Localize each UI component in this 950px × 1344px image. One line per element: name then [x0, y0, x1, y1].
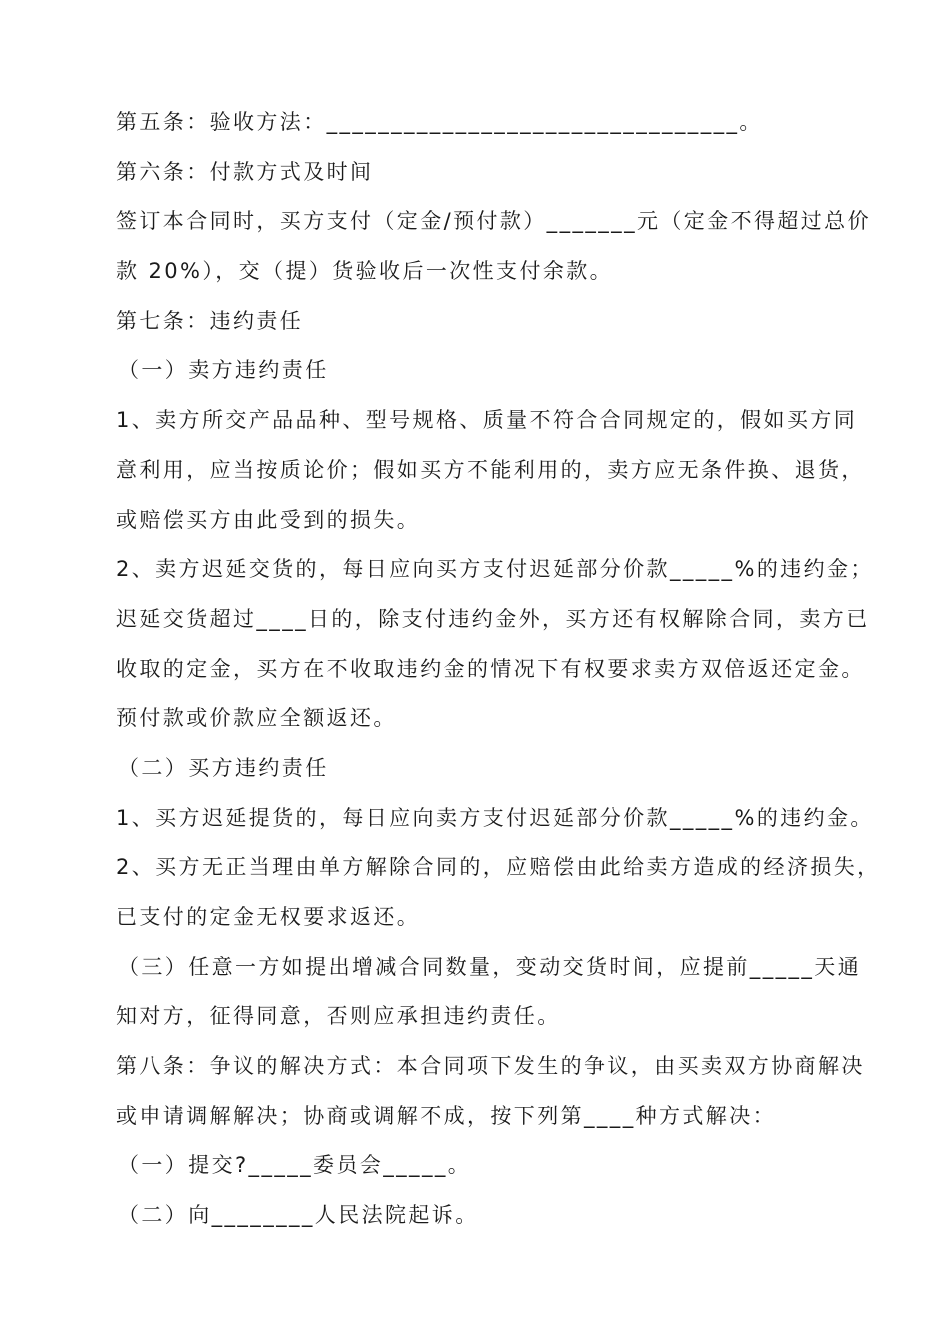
seller-item-1-line-1: 1、卖方所交产品品种、型号规格、质量不符合合同规定的，假如买方同	[116, 408, 858, 432]
dispute-option-2: （二）向________人民法院起诉。	[118, 1203, 479, 1227]
clause-6-text-line-2: 款 20%），交（提）货验收后一次性支付余款。	[116, 259, 614, 283]
seller-liability-heading: （一）卖方违约责任	[118, 358, 329, 382]
clause-8-line-2: 或申请调解解决；协商或调解不成，按下列第____种方式解决：	[116, 1104, 776, 1128]
seller-item-1-line-3: 或赔偿买方由此受到的损失。	[116, 508, 421, 532]
buyer-item-1: 1、买方迟延提货的，每日应向卖方支付迟延部分价款_____%的违约金。	[116, 806, 874, 830]
seller-item-2-line-4: 预付款或价款应全额返还。	[116, 706, 397, 730]
clause-6-heading: 第六条：付款方式及时间	[116, 160, 374, 184]
quantity-change-line-1: （三）任意一方如提出增减合同数量，变动交货时间，应提前_____天通	[118, 955, 862, 979]
seller-item-2-line-3: 收取的定金，买方在不收取违约金的情况下有权要求卖方双倍返还定金。	[116, 657, 865, 681]
buyer-item-2-line-1: 2、买方无正当理由单方解除合同的，应赔偿由此给卖方造成的经济损失，	[116, 855, 881, 879]
seller-item-1-line-2: 意利用，应当按质论价；假如买方不能利用的，卖方应无条件换、退货，	[116, 458, 865, 482]
clause-7-heading: 第七条：违约责任	[116, 309, 304, 333]
buyer-item-2-line-2: 已支付的定金无权要求返还。	[116, 905, 421, 929]
quantity-change-line-2: 知对方，征得同意，否则应承担违约责任。	[116, 1004, 561, 1028]
buyer-liability-heading: （二）买方违约责任	[118, 756, 329, 780]
clause-8-line-1: 第八条：争议的解决方式：本合同项下发生的争议，由买卖双方协商解决	[116, 1054, 865, 1078]
seller-item-2-line-2: 迟延交货超过____日的，除支付违约金外，买方还有权解除合同，卖方已	[116, 607, 870, 631]
seller-item-2-line-1: 2、卖方迟延交货的，每日应向买方支付迟延部分价款_____%的违约金；	[116, 557, 874, 581]
dispute-option-1: （一）提交?_____委员会_____。	[118, 1153, 472, 1177]
clause-6-text-line-1: 签订本合同时，买方支付（定金/预付款）_______元（定金不得超过总价	[116, 209, 871, 233]
clause-5-acceptance-method: 第五条：验收方法：________________________________。	[116, 110, 763, 134]
